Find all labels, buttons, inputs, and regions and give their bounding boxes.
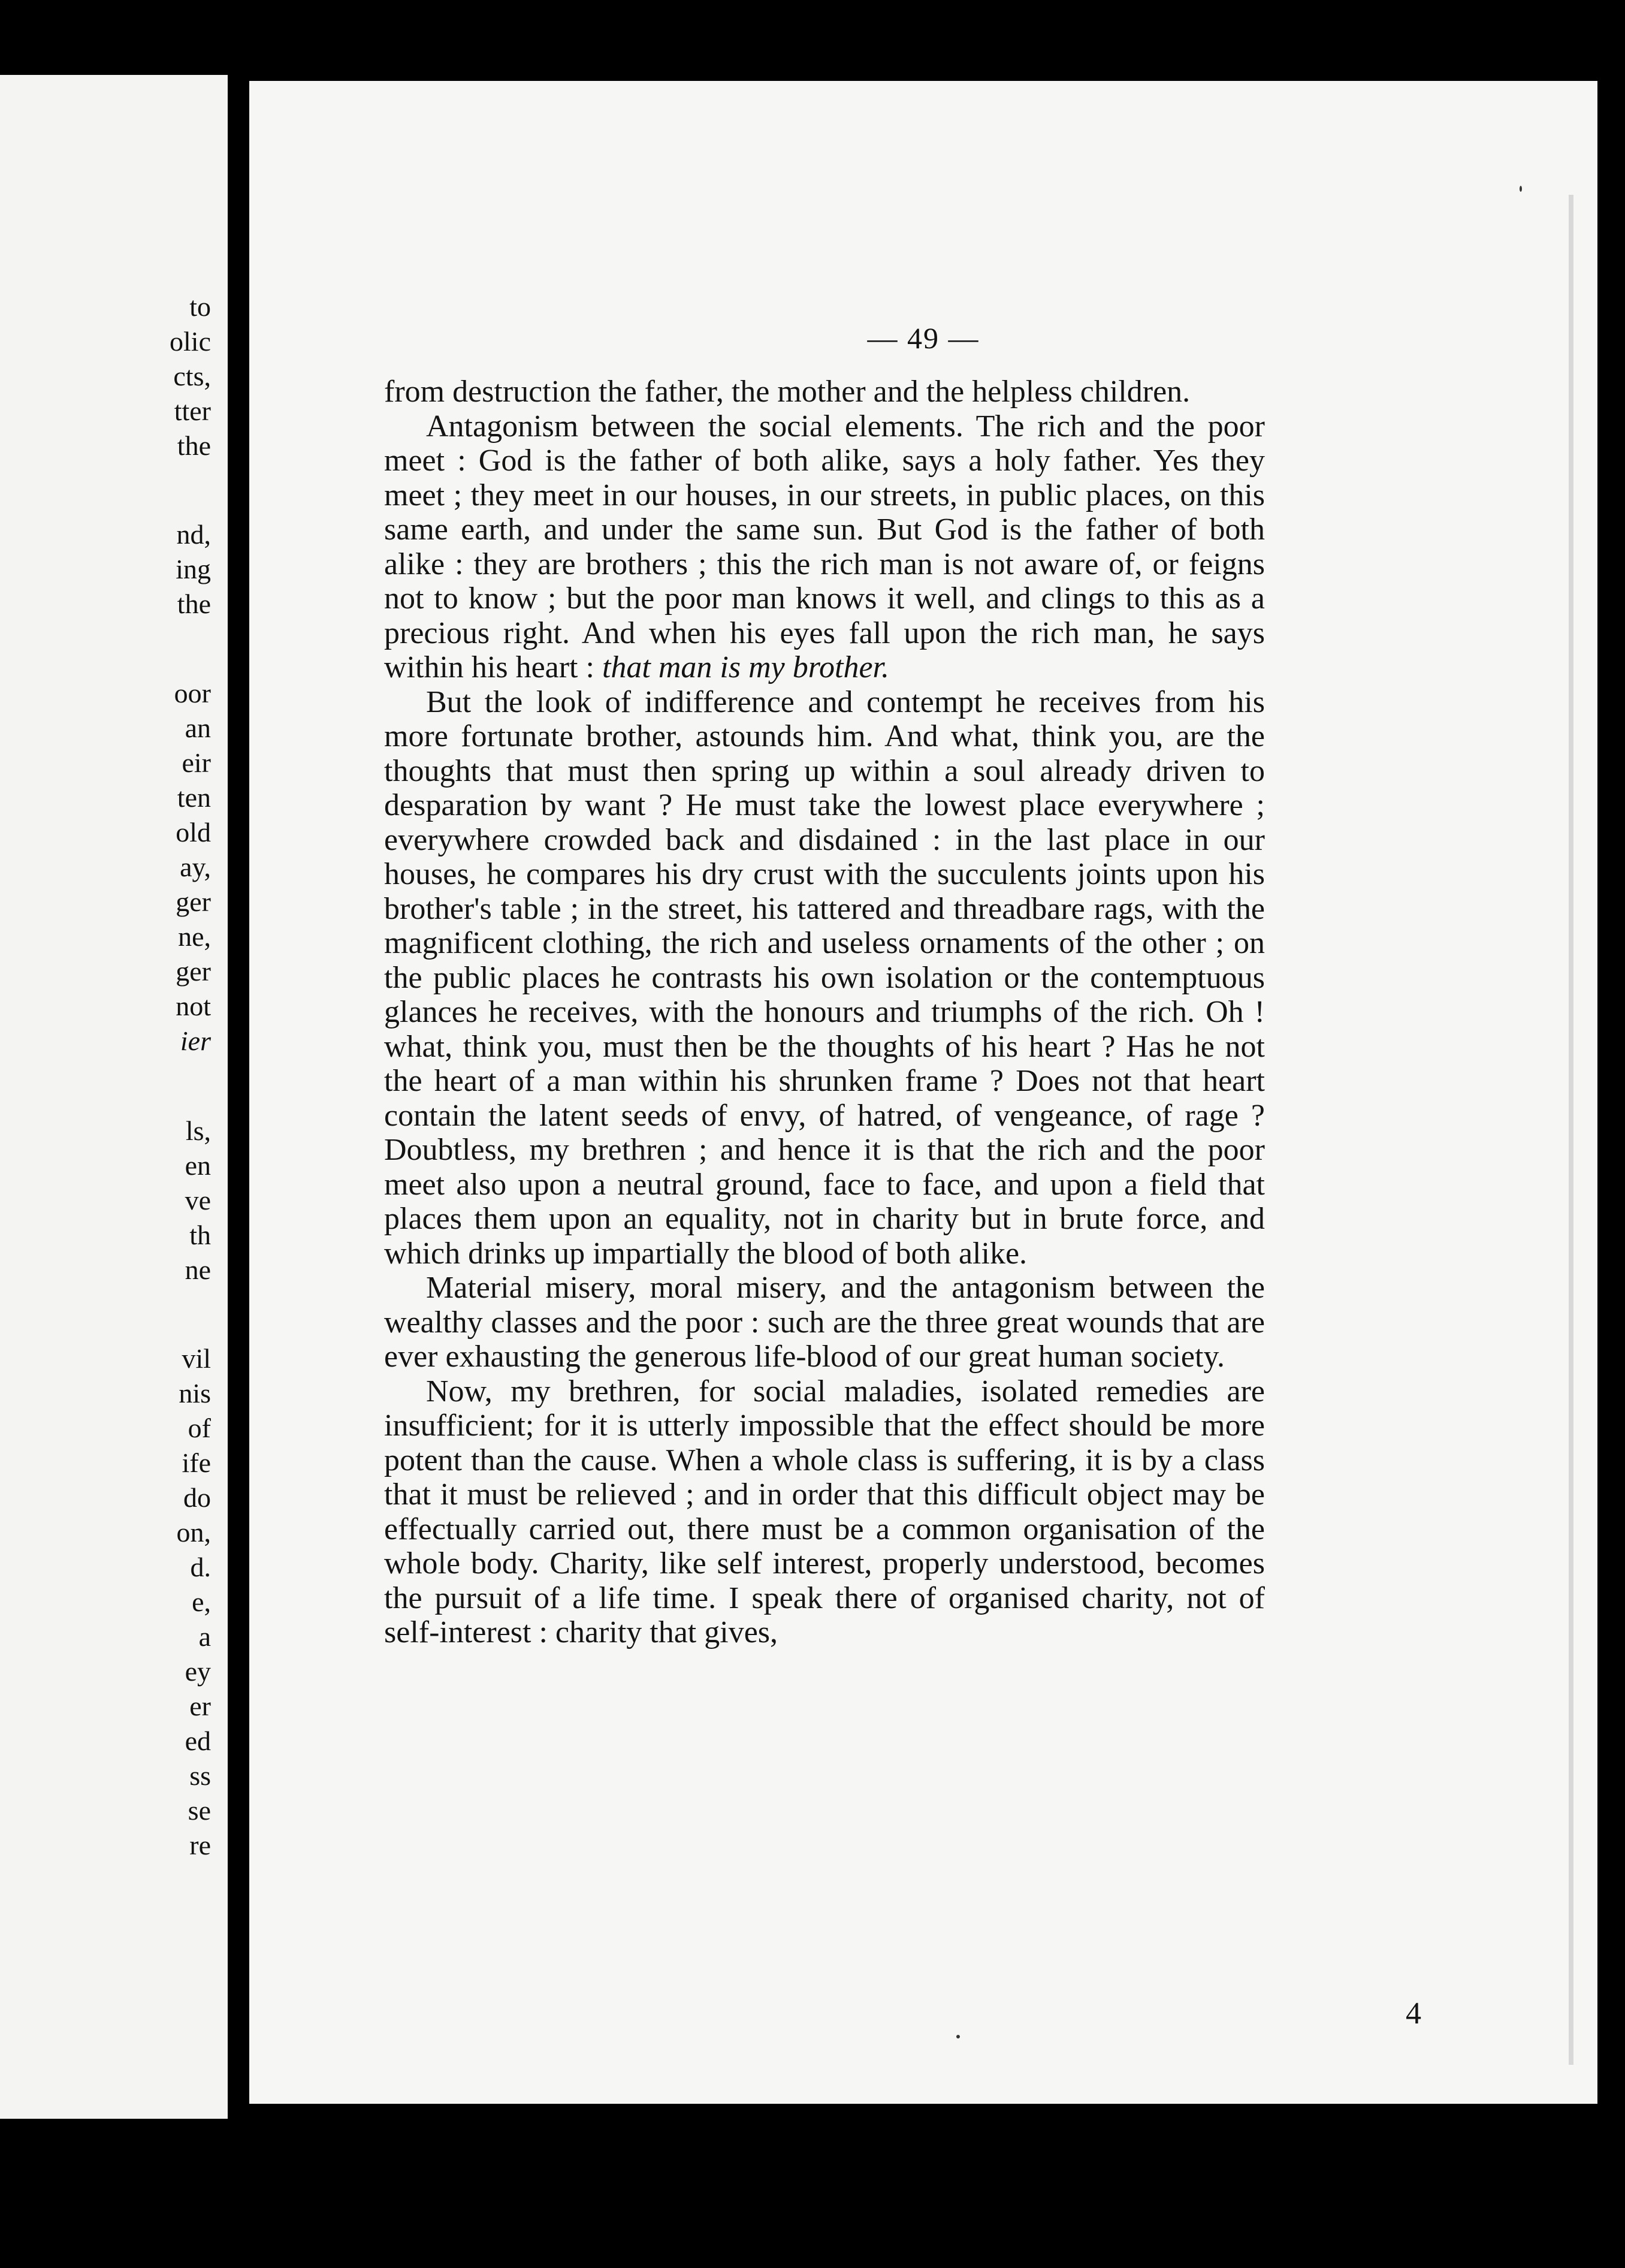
italic-phrase: that man is my brother. bbox=[602, 650, 890, 684]
left-page-line-fragment: nd, bbox=[176, 519, 211, 550]
left-page-line-fragment: ss bbox=[189, 1760, 211, 1791]
paragraph-5: Now, my brethren, for social maladies, isolated remedies are insufficient; for it is utterly impossible that the effect should be more potent than the cause. When a whole class is suffering, it is by a class that it must be relieved ; and in order that this difficult object may be effectually carried out, there must be a common organisation of the whole body. Charity, like self interest, properly understood, becomes the pursuit of a life time. I speak there of organised charity, not of self-interest : charity that gives, bbox=[384, 1374, 1265, 1649]
left-page-line-fragment: a bbox=[198, 1621, 211, 1652]
left-page-line-fragment: the bbox=[177, 430, 211, 461]
left-page-line-fragment: tter bbox=[174, 396, 211, 426]
left-page-line-fragment: not bbox=[176, 991, 211, 1021]
left-page-line-fragment: re bbox=[189, 1830, 211, 1860]
left-page-line-fragment: ger bbox=[176, 886, 211, 917]
left-page-line-fragment: on, bbox=[176, 1517, 211, 1548]
paragraph-3: But the look of indifference and contempt he receives from his more fortunate brother, astounds him. And what, think you, are the thoughts that must then spring up within a soul already driven to desparation by want ? He must take the lowest place everywhere ; everywhere crowded back and disdained : in the last place in our houses, he compares his dry crust with the succulents joints upon his brother's table ; in the street, his tattered and threadbare rags, with the magnificent clothing, the rich and useless ornaments of the other ; on the public places he contrasts his own isolation or the contemptuous glances he receives, with the honours and triumphs of the rich. Oh ! what, think you, must then be the thoughts of his heart ? Has he not the heart of a man within his shrunken frame ? Does not that heart contain the latent seeds of envy, of hatred, of vengeance, of rage ? Doubtless, my brethren ; and hence it is that the rich and the poor meet also upon a neutral ground, face to face, and upon a field that places them upon an equality, not in charity but in brute force, and which drinks up impartially the blood of both alike. bbox=[384, 684, 1265, 1271]
left-page-line-fragment: ife bbox=[182, 1447, 211, 1478]
left-page-line-fragment: eir bbox=[182, 747, 211, 778]
left-page-line-fragment: ls, bbox=[185, 1115, 211, 1146]
left-page-line-fragment: ne bbox=[185, 1254, 211, 1285]
left-page-line-fragment: olic bbox=[170, 326, 211, 357]
left-page-line-fragment: ed bbox=[185, 1726, 211, 1756]
left-page-line-fragment: er bbox=[189, 1691, 211, 1721]
left-page-line-fragment: d. bbox=[190, 1552, 211, 1582]
left-page-line-fragment: do bbox=[183, 1482, 211, 1513]
left-page-line-fragment: an bbox=[185, 713, 211, 743]
signature-mark: 4 bbox=[1406, 1996, 1421, 2031]
left-page-line-fragment: ten bbox=[177, 782, 211, 813]
left-page-line-fragment: the bbox=[177, 589, 211, 619]
left-page-line-fragment: old bbox=[176, 817, 211, 848]
left-page-line-fragment: ey bbox=[185, 1656, 211, 1687]
right-page bbox=[249, 81, 1597, 2104]
left-page-line-fragment: nis bbox=[179, 1378, 211, 1409]
body-text bbox=[384, 375, 1265, 1650]
page-edge bbox=[1569, 195, 1573, 2065]
paragraph-2: Antagonism between the social elements. The rich and the poor meet : God is the father of both alike, says a holy father. Yes they meet ; they meet in our houses, in our streets, in public places, on this same earth, and under the same sun. But God is the father of both alike : they are brothers ; this the rich man is not aware of, or feigns not to know ; but the poor man knows it well, and clings to this as a precious right. And when his eyes fall upon the rich man, he says within his heart : that man is my brother. bbox=[384, 409, 1265, 684]
ink-speck bbox=[956, 2035, 960, 2038]
left-page-line-fragment: vil bbox=[182, 1343, 211, 1374]
left-page-line-fragment: ier bbox=[180, 1026, 211, 1056]
left-page-line-fragment: se bbox=[188, 1795, 211, 1826]
paragraph-1: from destruction the father, the mother and the helpless children. bbox=[384, 375, 1191, 409]
left-page-line-fragment: ne, bbox=[178, 921, 211, 952]
left-page-line-fragment: e, bbox=[192, 1587, 211, 1617]
book-gutter bbox=[228, 0, 249, 2268]
left-page-line-fragment: en bbox=[185, 1150, 211, 1181]
left-page-fragment bbox=[0, 75, 228, 2119]
left-page-line-fragment: cts, bbox=[173, 361, 211, 391]
left-page-line-fragment: th bbox=[189, 1220, 211, 1250]
left-page-line-fragment: ger bbox=[176, 956, 211, 987]
ink-speck bbox=[1520, 186, 1522, 192]
paragraph-4: Material misery, moral misery, and the antagonism between the wealthy classes and the poor : such are the three great wounds that are ever exhausting the generous life-blood of our great human society. bbox=[384, 1271, 1265, 1374]
left-page-line-fragment: of bbox=[188, 1413, 211, 1443]
left-page-line-fragment: ve bbox=[185, 1185, 211, 1216]
page-number: — 49 — bbox=[867, 321, 980, 355]
left-page-line-fragment: ay, bbox=[180, 852, 211, 882]
left-page-line-fragment: ing bbox=[176, 554, 211, 584]
left-page-line-fragment: to bbox=[189, 291, 211, 322]
left-page-line-fragment: oor bbox=[174, 678, 211, 708]
